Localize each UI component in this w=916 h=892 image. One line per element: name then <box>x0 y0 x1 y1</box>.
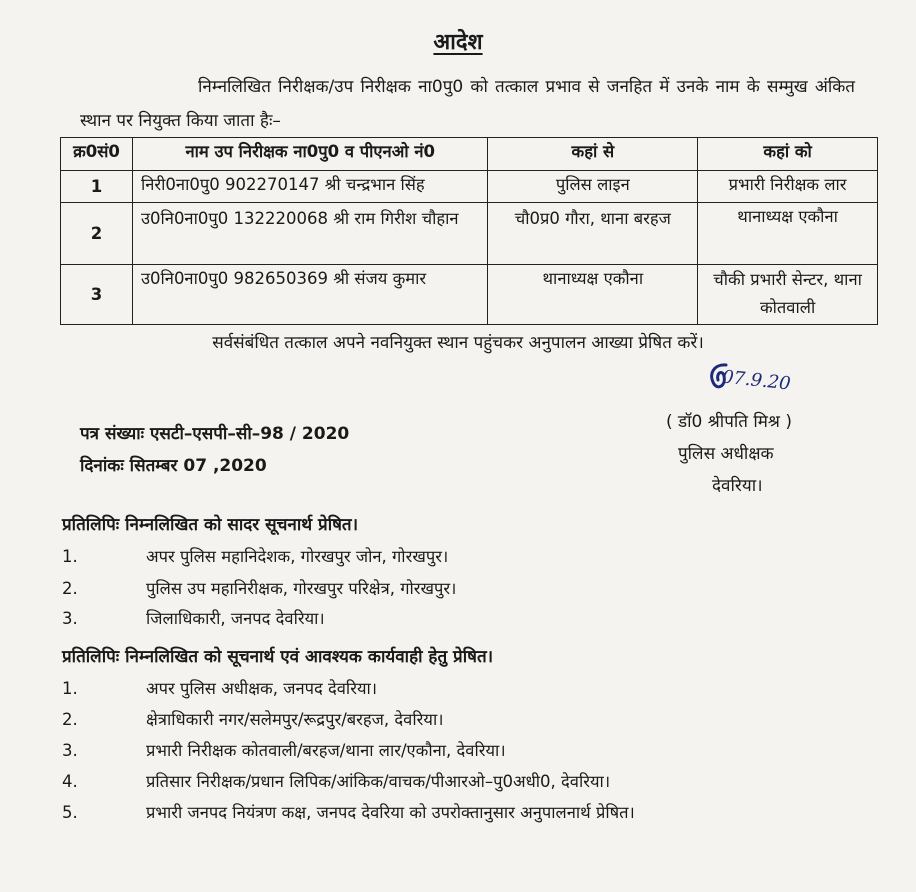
list-item: 1. अपर पुलिस महानिदेशक, गोरखपुर जोन, गोरखपुर। <box>62 547 449 566</box>
list-item: 3. जिलाधिकारी, जनपद देवरिया। <box>62 609 325 628</box>
row-name: उ0नि0ना0पु0 982650369 श्री संजय कुमार <box>132 265 488 325</box>
table-row <box>61 203 878 265</box>
header-to: कहां को <box>698 138 878 171</box>
copy-list-1-heading: प्रतिलिपिः निम्नलिखित को सादर सूचनार्थ प्रेषित। <box>62 515 359 535</box>
list-item: 2. क्षेत्राधिकारी नगर/सलेमपुर/रूद्रपुर/बरहज, देवरिया। <box>62 710 444 729</box>
document-title: आदेश <box>433 30 483 55</box>
table-header-row <box>61 138 878 171</box>
row-from: थानाध्यक्ष एकौना <box>488 265 698 325</box>
handwritten-date: 07.9.20 <box>721 366 792 395</box>
intro-paragraph: निम्नलिखित निरीक्षक/उप निरीक्षक ना0पु0 को तत्काल प्रभाव से जनहित में उनके नाम के सम्मुख अंकित स्थान पर नियुक्त किया जाता हैः– <box>80 77 855 131</box>
list-item: 3. प्रभारी निरीक्षक कोतवाली/बरहज/थाना लार/एकौना, देवरिया। <box>62 741 506 760</box>
row-to: चौकी प्रभारी सेन्टर, थाना कोतवाली <box>698 265 878 325</box>
row-serial: 1 <box>61 171 133 203</box>
header-from: कहां से <box>488 138 698 171</box>
list-item: 4. प्रतिसार निरीक्षक/प्रधान लिपिक/आंकिक/वाचक/पीआरओ–पु0अधी0, देवरिया। <box>62 772 611 791</box>
signatory-designation: पुलिस अधीक्षक <box>678 444 774 464</box>
list-item: 2. पुलिस उप महानिरीक्षक, गोरखपुर परिक्षेत्र, गोरखपुर। <box>62 579 457 598</box>
signatory-block <box>666 406 792 502</box>
row-from: पुलिस लाइन <box>488 171 698 203</box>
row-serial: 2 <box>61 203 133 265</box>
appointment-table <box>60 137 878 325</box>
copy-list-2-heading: प्रतिलिपिः निम्नलिखित को सूचनार्थ एवं आवश्यक कार्यवाही हेतु प्रेषित। <box>62 647 494 667</box>
list-item: 1. अपर पुलिस अधीक्षक, जनपद देवरिया। <box>62 679 378 698</box>
letter-reference <box>80 418 349 482</box>
signatory-name: ( डॉ0 श्रीपति मिश्र ) <box>666 412 792 432</box>
row-name: उ0नि0ना0पु0 132220068 श्री राम गिरीश चौहान <box>132 203 488 265</box>
row-to: प्रभारी निरीक्षक लार <box>698 171 878 203</box>
compliance-instruction: सर्वसंबंधित तत्काल अपने नवनियुक्त स्थान पहुंचकर अनुपालन आख्या प्रेषित करें। <box>212 333 704 353</box>
letter-number: पत्र संख्याः एसटी–एसपी–सी–98 / 2020 <box>80 424 350 444</box>
letter-date: दिनांकः सितम्बर 07 ,2020 <box>80 456 267 476</box>
table-row <box>61 265 878 325</box>
row-from: चौ0प्र0 गौरा, थाना बरहज <box>488 203 698 265</box>
signatory-place: देवरिया। <box>712 476 763 496</box>
header-name: नाम उप निरीक्षक ना0पु0 व पीएनओ नं0 <box>132 138 488 171</box>
row-serial: 3 <box>61 265 133 325</box>
table-row <box>61 171 878 203</box>
row-name: निरी0ना0पु0 902270147 श्री चन्द्रभान सिंह <box>132 171 488 203</box>
header-serial: क्र0सं0 <box>61 138 133 171</box>
row-to: थानाध्यक्ष एकौना <box>698 203 878 265</box>
list-item: 5. प्रभारी जनपद नियंत्रण कक्ष, जनपद देवरिया को उपरोक्तानुसार अनुपालनार्थ प्रेषित। <box>62 803 635 822</box>
